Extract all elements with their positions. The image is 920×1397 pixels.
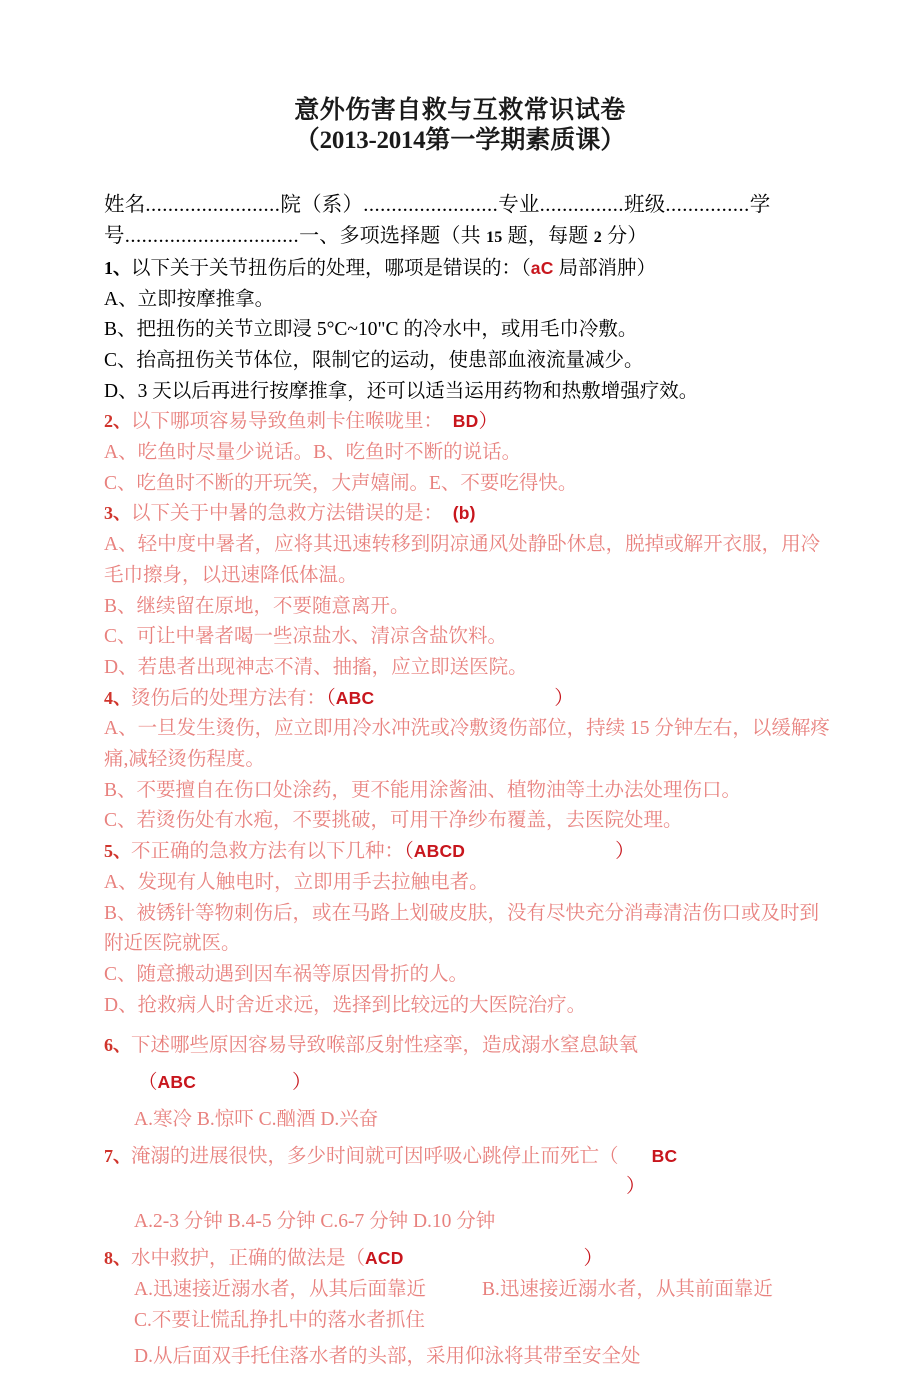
page-title: 意外伤害自救与互救常识试卷: [294, 97, 626, 124]
page-subtitle: [0, 126, 920, 156]
answer-marker[interactable]: ABC: [157, 1072, 197, 1093]
answer-note: 局部消肿: [553, 257, 637, 279]
answer-marker[interactable]: ACD: [365, 1248, 404, 1269]
section-heading-prefix: 一、多项选择题（共: [299, 224, 487, 247]
class-blank[interactable]: ...............: [665, 193, 750, 216]
answer-paren-close: ）: [478, 411, 498, 433]
subtitle-years: 2013-2014: [319, 127, 426, 154]
spacer: [104, 1021, 835, 1031]
option-line: A、发现有人触电时，立即用手去拉触电者。: [104, 871, 489, 893]
section-points-per-question: 2: [593, 228, 602, 246]
question-stem: [104, 499, 835, 530]
exam-paper-page: [0, 96, 920, 1397]
question-text: 烫伤后的处理方法有：: [131, 687, 327, 709]
option-line: B、把扭伤的关节立即浸 5°C~10"C 的冷水中，或用毛巾冷敷。: [104, 319, 638, 341]
answer-paren-open: （: [326, 687, 336, 709]
option-line: D.从后面双手托住落水者的头部，采用仰泳将其带至安全处: [134, 1346, 641, 1368]
question-list: [104, 254, 835, 1373]
subtitle-rest: 第一学期素质课: [425, 127, 601, 154]
name-label: 姓名: [104, 193, 146, 216]
answer-paren-open: （: [404, 841, 414, 863]
option-line: A、一旦发生烫伤，应立即用冷水冲洗或冷敷烫伤部位，持续 15 分钟左右，以缓解疼痛,减轻烫伤程度。: [104, 718, 830, 771]
answer-paren-close: ）: [615, 841, 635, 863]
option-line: C、抬高扭伤关节体位，限制它的运动，使患部血液流量减少。: [104, 349, 644, 371]
option-line: B、被锈针等物刺伤后，或在马路上划破皮肤，没有尽快充分消毒清洁伤口或及时到附近医院就医。: [104, 902, 820, 955]
answer-marker[interactable]: aC: [530, 257, 554, 278]
section-heading-middle: 题，每题: [502, 224, 594, 247]
department-label: 院（系）: [280, 193, 364, 216]
option-line: D、3 天以后再进行按摩推拿，还可以适当运用药物和热敷增强疗效。: [104, 380, 699, 402]
question-stem: [104, 1142, 835, 1173]
question-stem: [104, 254, 835, 285]
option-line: A.迅速接近溺水者，从其后面靠近: [134, 1278, 426, 1300]
question-number: 2、: [104, 411, 131, 432]
question-number: 5、: [104, 841, 131, 862]
student-id-blank[interactable]: ...............................: [124, 224, 300, 247]
question-stem: [104, 1244, 835, 1275]
question-number: 8、: [104, 1248, 131, 1269]
answer-paren-open: （: [138, 1072, 158, 1094]
answer-paren-close: ）: [554, 687, 574, 709]
option-line: B、不要擅自在伤口处涂药，更不能用涂酱油、植物油等土办法处理伤口。: [104, 779, 742, 801]
document-body: [0, 190, 920, 1373]
question-text: 淹溺的进展很快，多少时间就可因呼吸心跳停止而死亡（: [131, 1145, 619, 1167]
question-text: 下述哪些原因容易导致喉部反射性痉挛，造成溺水窒息缺氧: [131, 1035, 639, 1057]
section-question-count: 15: [486, 228, 503, 246]
option-line: D、若患者出现神志不清、抽搐，应立即送医院。: [104, 656, 528, 678]
question-stem: [104, 837, 835, 868]
major-label: 专业: [498, 193, 540, 216]
question-number: 4、: [104, 687, 131, 708]
answer-paren-close: ）: [292, 1072, 312, 1094]
option-line: B.迅速接近溺水者，从其前面靠近: [482, 1278, 773, 1300]
option-line: D、抢救病人时舍近求远，选择到比较远的大医院治疗。: [104, 994, 587, 1016]
question-text: 以下关于关节扭伤后的处理，哪项是错误的：: [131, 257, 522, 279]
answer-marker[interactable]: BC: [651, 1145, 678, 1166]
option-line: C、随意搬动遇到因车祸等原因骨折的人。: [104, 963, 469, 985]
student-info-line: [104, 190, 835, 252]
question-number: 7、: [104, 1145, 131, 1166]
option-line: C、可让中暑者喝一些凉盐水、清凉含盐饮料。: [104, 626, 508, 648]
name-blank[interactable]: ........................: [145, 193, 281, 216]
option-line: A、轻中度中暑者，应将其迅速转移到阴凉通风处静卧休息，脱掉或解开衣服，用冷毛巾擦身，以迅速降低体温。: [104, 534, 821, 586]
option-line: C、吃鱼时不断的开玩笑，大声嬉闹。E、不要吃得快。: [104, 472, 578, 494]
answer-marker[interactable]: ABCD: [413, 841, 466, 862]
major-blank[interactable]: ...............: [539, 193, 624, 216]
answer-paren-close: ）: [583, 1248, 604, 1270]
question-number: 1、: [104, 257, 131, 278]
option-line: C.不要让慌乱挣扎中的落水者抓住: [134, 1309, 425, 1331]
department-blank[interactable]: ........................: [363, 193, 499, 216]
question-number: 6、: [104, 1035, 131, 1056]
question-number: 3、: [104, 503, 131, 524]
question-text: 不正确的急救方法有以下几种：: [131, 841, 405, 863]
answer-paren-open: （: [521, 257, 531, 279]
subtitle-paren-open: （: [294, 127, 320, 154]
answer-line: [104, 1068, 835, 1099]
subtitle-paren-close: ）: [600, 127, 626, 154]
answer-marker[interactable]: (b): [452, 503, 476, 524]
answer-paren-close: ）: [626, 1176, 646, 1198]
option-line: B、继续留在原地，不要随意离开。: [104, 595, 410, 617]
answer-paren-close: ）: [636, 257, 656, 279]
option-line: A、吃鱼时尽量少说话。B、吃鱼时不断的说话。: [104, 442, 522, 464]
section-heading-suffix: 分）: [601, 224, 648, 247]
option-line: A.寒冷 B.惊吓 C.酗酒 D.兴奋: [134, 1108, 379, 1130]
option-line: A.2-3 分钟 B.4-5 分钟 C.6-7 分钟 D.10 分钟: [134, 1211, 496, 1233]
student-id-label: 学号: [104, 193, 771, 247]
question-text: 以下关于中暑的急救方法错误的是：: [131, 503, 444, 525]
title-block: [0, 96, 920, 156]
question-stem: [104, 1031, 835, 1062]
question-text: 水中救护，正确的做法是（: [131, 1248, 366, 1270]
question-text: 以下哪项容易导致鱼刺卡住喉咙里：: [131, 411, 444, 433]
class-label: 班级: [624, 193, 666, 216]
answer-paren-close-line: [104, 1172, 835, 1201]
option-line: C、若烫伤处有水疱，不要挑破，可用干净纱布覆盖，去医院处理。: [104, 810, 683, 832]
option-line: A、立即按摩推拿。: [104, 288, 275, 310]
answer-marker[interactable]: ABC: [335, 687, 375, 708]
question-stem: [104, 407, 835, 438]
question-stem: [104, 684, 835, 715]
answer-marker[interactable]: BD: [452, 411, 479, 432]
